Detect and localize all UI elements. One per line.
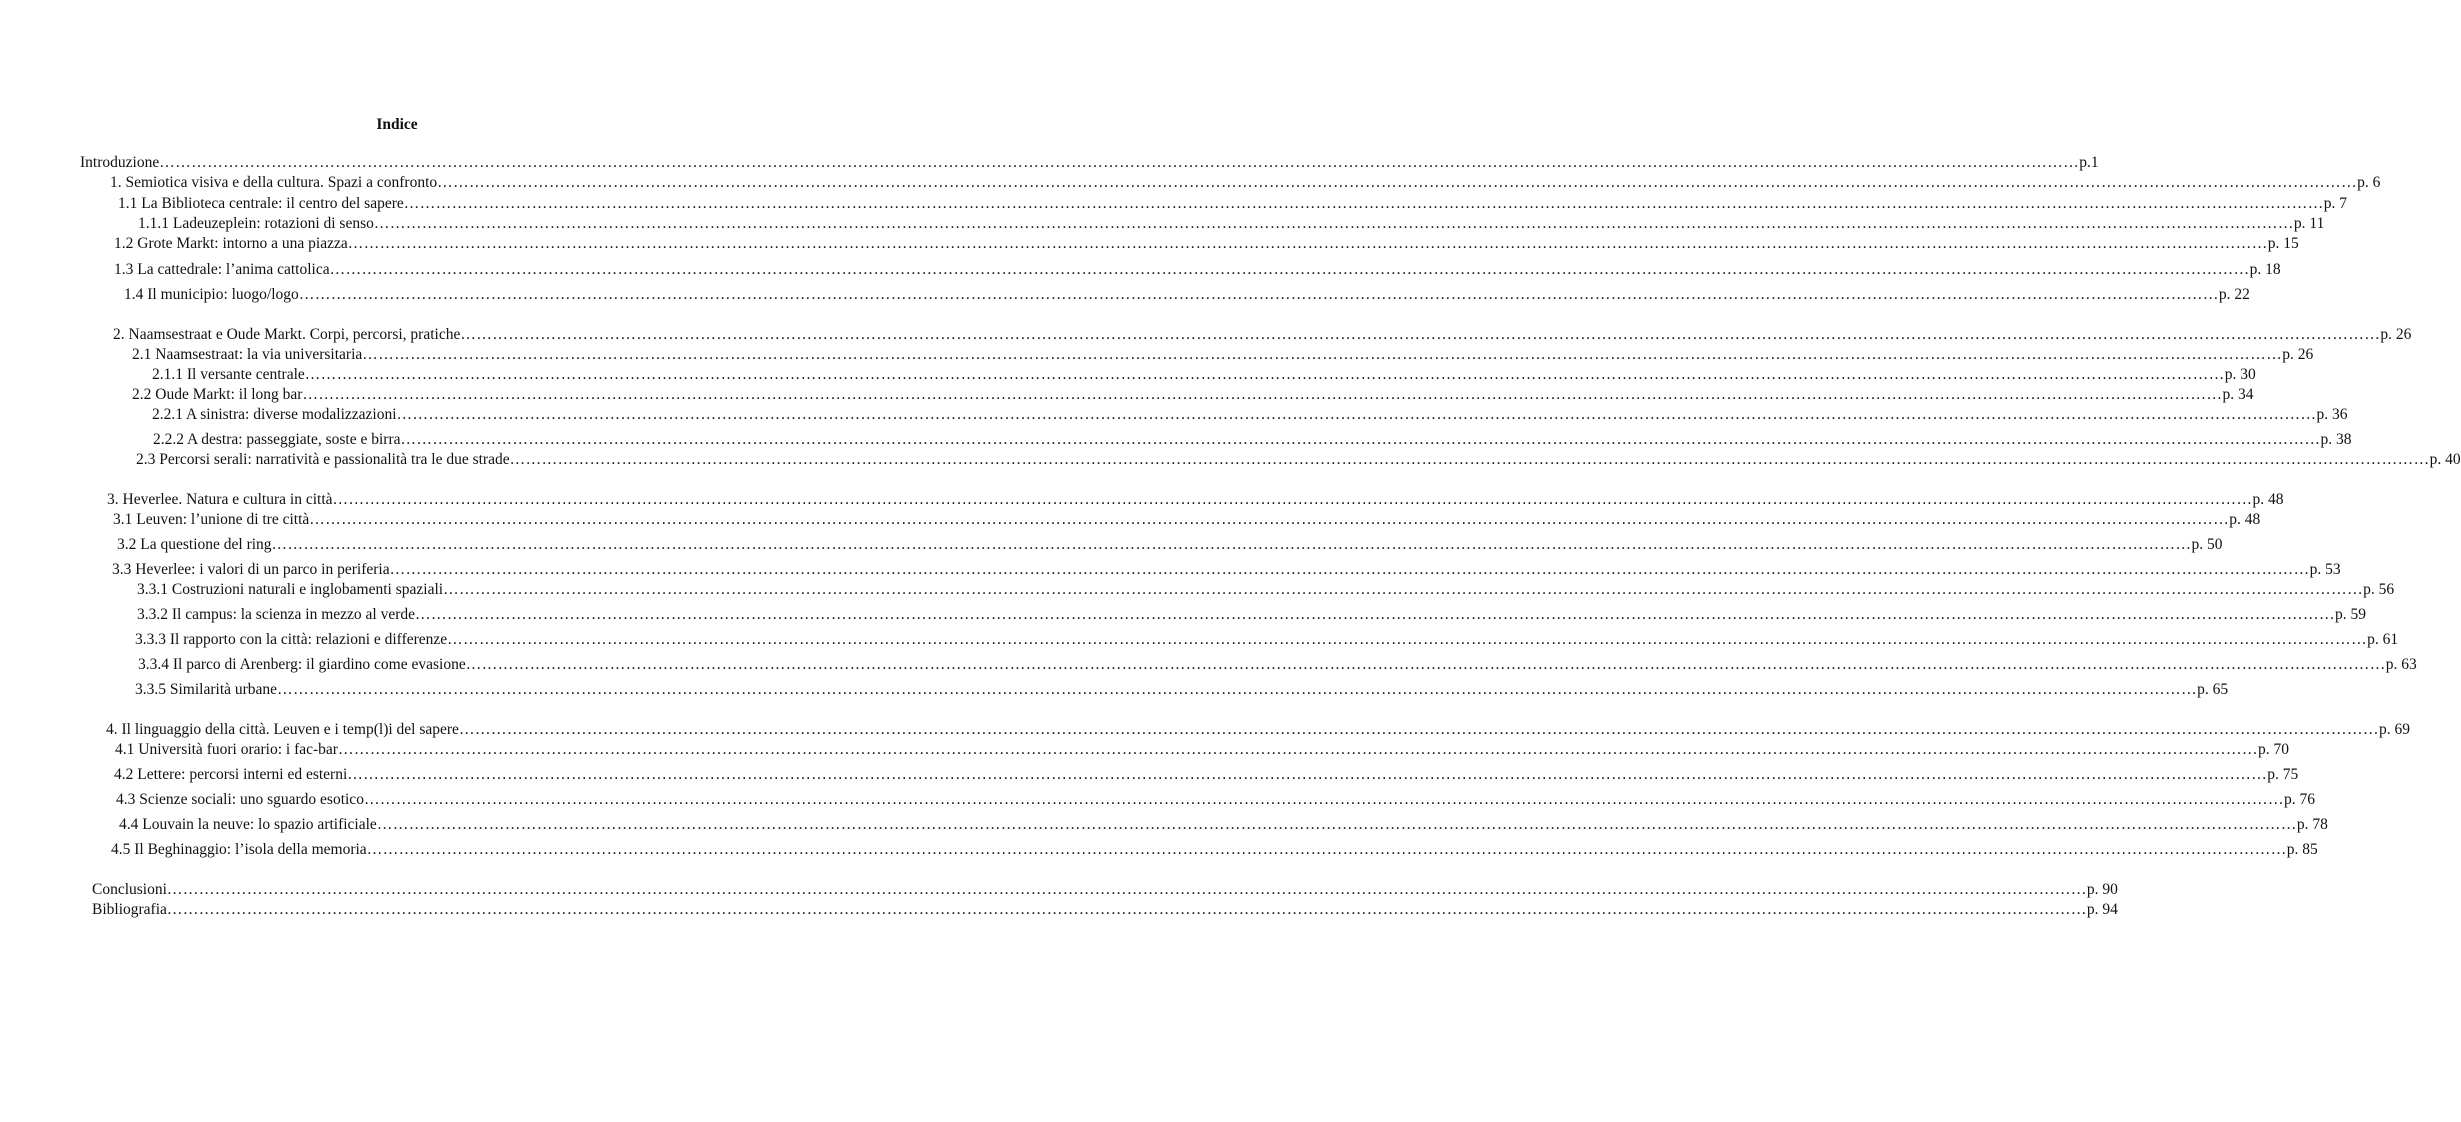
toc-entry: [110, 173, 2381, 193]
toc-entry: [119, 815, 2328, 835]
dot-leader: ………………………………………………………………………………………………………………………………………………………………………………………………………………………………………………………………………………………………………………………………: [465, 656, 2386, 673]
toc-entry: [135, 680, 2229, 700]
toc-entry: [138, 214, 2325, 234]
toc-entry-label: 3.3.1 Costruzioni naturali e inglobamenti spaziali: [137, 581, 444, 598]
toc-entry-page: p. 15: [2267, 235, 2299, 252]
toc-entry-page: p. 53: [2309, 561, 2341, 578]
dot-leader: ………………………………………………………………………………………………………………………………………………………………………………………………………………………………………………………………………………………………………………………………: [347, 766, 2268, 783]
toc-entry-page: p. 30: [2224, 366, 2256, 383]
toc-entry-label: 3.3.5 Similarità urbane: [135, 681, 278, 698]
dot-leader: ………………………………………………………………………………………………………………………………………………………………………………………………………………………………………………………………………………………………………………………………: [415, 606, 2336, 623]
toc-entry-label: 1.4 Il municipio: luogo/logo: [124, 286, 299, 303]
toc-entry-page: p. 61: [2367, 631, 2399, 648]
toc-entry-page: p. 94: [2086, 901, 2118, 918]
toc-entry-label: 1.1 La Biblioteca centrale: il centro del sapere: [118, 195, 404, 212]
toc-entry-page: p. 26: [2282, 346, 2314, 363]
toc-entry-label: 4.3 Scienze sociali: uno sguardo esotico: [116, 791, 364, 808]
toc-entry-page: p. 70: [2257, 741, 2289, 758]
dot-leader: ………………………………………………………………………………………………………………………………………………………………………………………………………………………………………………………………………………………………………………………………: [509, 451, 2430, 468]
toc-entry: [153, 430, 2352, 450]
toc-entry: [113, 325, 2412, 345]
toc-entry: [137, 580, 2395, 600]
toc-entry-label: 4.5 Il Beghinaggio: l’isola della memoria: [111, 841, 367, 858]
toc-entry: [114, 765, 2299, 785]
toc-entry-page: p. 59: [2335, 606, 2367, 623]
dot-leader: ………………………………………………………………………………………………………………………………………………………………………………………………………………………………………………………………………………………………………………………………: [166, 881, 2087, 898]
toc-entry: [152, 365, 2256, 385]
toc-entry-label: 4.2 Lettere: percorsi interni ed esterni: [114, 766, 348, 783]
toc-entry: [132, 345, 2314, 365]
toc-entry: [115, 740, 2289, 760]
dot-leader: ………………………………………………………………………………………………………………………………………………………………………………………………………………………………………………………………………………………………………………………………: [337, 741, 2258, 758]
toc-entry: [117, 535, 2223, 555]
toc-entry: [132, 385, 2254, 405]
toc-entry: [111, 840, 2318, 860]
toc-entry-label: Conclusioni: [92, 881, 167, 898]
dot-leader: ………………………………………………………………………………………………………………………………………………………………………………………………………………………………………………………………………………………………………………………………: [373, 215, 2294, 232]
toc-entry: [106, 720, 2410, 740]
toc-entry-label: 1.1.1 Ladeuzeplein: rotazioni di senso: [138, 215, 374, 232]
toc-entry: [92, 900, 2118, 920]
dot-leader: ………………………………………………………………………………………………………………………………………………………………………………………………………………………………………………………………………………………………………………………………: [309, 511, 2230, 528]
dot-leader: ………………………………………………………………………………………………………………………………………………………………………………………………………………………………………………………………………………………………………………………………: [443, 581, 2364, 598]
toc-entry: [116, 790, 2315, 810]
toc-entry: [152, 405, 2348, 425]
toc-entry-page: p. 65: [2197, 681, 2229, 698]
toc-entry-page: p. 7: [2323, 195, 2348, 212]
toc-entry-label: 3.3.2 Il campus: la scienza in mezzo al verde: [137, 606, 416, 623]
toc-entry-label: 2. Naamsestraat e Oude Markt. Corpi, percorsi, pratiche: [113, 326, 461, 343]
toc-entry-label: 2.1.1 Il versante centrale: [152, 366, 305, 383]
page-title: Indice: [376, 116, 418, 133]
toc-entry-label: 3.3.3 Il rapporto con la città: relazioni e differenze: [135, 631, 448, 648]
toc-entry-label: 2.2.1 A sinistra: diverse modalizzazioni: [152, 406, 397, 423]
toc-entry: [124, 285, 2250, 305]
toc-entry: [107, 490, 2284, 510]
toc-entry-page: p. 18: [2249, 261, 2281, 278]
toc-entry-label: 2.2 Oude Markt: il long bar: [132, 386, 303, 403]
dot-leader: ………………………………………………………………………………………………………………………………………………………………………………………………………………………………………………………………………………………………………………………………: [376, 816, 2297, 833]
toc-entry-page: p. 76: [2283, 791, 2315, 808]
toc-entry-page: p. 56: [2363, 581, 2395, 598]
toc-entry-page: p. 38: [2320, 431, 2352, 448]
dot-leader: ………………………………………………………………………………………………………………………………………………………………………………………………………………………………………………………………………………………………………………………………: [298, 286, 2219, 303]
toc-entry-label: 3.3.4 Il parco di Arenberg: il giardino come evasione: [138, 656, 466, 673]
toc-entry-page: p. 85: [2286, 841, 2318, 858]
toc-entry-page: p. 6: [2357, 174, 2381, 191]
toc-entry-label: 2.1 Naamsestraat: la via universitaria: [132, 346, 363, 363]
toc-entry-label: 4.4 Louvain la neuve: lo spazio artificiale: [119, 816, 377, 833]
dot-leader: ………………………………………………………………………………………………………………………………………………………………………………………………………………………………………………………………………………………………………………………………: [460, 326, 2381, 343]
toc-entry-label: Bibliografia: [92, 901, 167, 918]
dot-leader: ………………………………………………………………………………………………………………………………………………………………………………………………………………………………………………………………………………………………………………………………: [277, 681, 2198, 698]
toc-entry-label: 1.3 La cattedrale: l’anima cattolica: [114, 261, 330, 278]
toc-entry: [136, 450, 2461, 470]
toc-entry: [135, 630, 2399, 650]
dot-leader: ………………………………………………………………………………………………………………………………………………………………………………………………………………………………………………………………………………………………………………………………: [403, 195, 2324, 212]
toc-entry: [114, 260, 2281, 280]
toc-entry-label: 4. Il linguaggio della città. Leuven e i temp(l)i del sapere: [106, 721, 459, 738]
toc-entry-page: p. 40: [2429, 451, 2461, 468]
dot-leader: ………………………………………………………………………………………………………………………………………………………………………………………………………………………………………………………………………………………………………………………………: [396, 406, 2317, 423]
toc-entry-page: p. 36: [2316, 406, 2348, 423]
toc-entry-label: 3.3 Heverlee: i valori di un parco in periferia: [112, 561, 390, 578]
toc-entry-page: p. 22: [2218, 286, 2250, 303]
toc-entry-page: p. 69: [2378, 721, 2410, 738]
toc-entry-page: p. 48: [2229, 511, 2261, 528]
dot-leader: ………………………………………………………………………………………………………………………………………………………………………………………………………………………………………………………………………………………………………………………………: [400, 431, 2321, 448]
toc-entry-label: 1. Semiotica visiva e della cultura. Spazi a confronto: [110, 174, 438, 191]
toc-entry-page: p.1: [2079, 154, 2099, 171]
toc-entry-label: 3.2 La questione del ring: [117, 536, 272, 553]
toc-entry-page: p. 63: [2385, 656, 2417, 673]
toc-entry-page: p. 11: [2293, 215, 2325, 232]
toc-entry-label: 2.3 Percorsi serali: narratività e passionalità tra le due strade: [136, 451, 510, 468]
dot-leader: ………………………………………………………………………………………………………………………………………………………………………………………………………………………………………………………………………………………………………………………………: [159, 154, 2080, 171]
dot-leader: ………………………………………………………………………………………………………………………………………………………………………………………………………………………………………………………………………………………………………………………………: [329, 261, 2250, 278]
dot-leader: ………………………………………………………………………………………………………………………………………………………………………………………………………………………………………………………………………………………………………………………………: [302, 386, 2223, 403]
dot-leader: ………………………………………………………………………………………………………………………………………………………………………………………………………………………………………………………………………………………………………………………………: [304, 366, 2225, 383]
toc-entry: [118, 194, 2348, 214]
dot-leader: ………………………………………………………………………………………………………………………………………………………………………………………………………………………………………………………………………………………………………………………………: [363, 791, 2284, 808]
toc-entry-page: p. 34: [2222, 386, 2254, 403]
dot-leader: ………………………………………………………………………………………………………………………………………………………………………………………………………………………………………………………………………………………………………………………………: [347, 235, 2268, 252]
toc-entry-page: p. 75: [2267, 766, 2299, 783]
toc-entry: [80, 153, 2099, 173]
toc-entry-page: p. 90: [2086, 881, 2118, 898]
toc-entry-label: 3.1 Leuven: l’unione di tre città: [113, 511, 310, 528]
toc-entry: [112, 560, 2341, 580]
dot-leader: ………………………………………………………………………………………………………………………………………………………………………………………………………………………………………………………………………………………………………………………………: [389, 561, 2310, 578]
toc-entry: [113, 510, 2261, 530]
toc-entry-label: 3. Heverlee. Natura e cultura in città: [107, 491, 333, 508]
dot-leader: ………………………………………………………………………………………………………………………………………………………………………………………………………………………………………………………………………………………………………………………………: [366, 841, 2287, 858]
toc-entry-page: p. 50: [2191, 536, 2223, 553]
toc-entry-page: p. 78: [2296, 816, 2328, 833]
toc-entry-label: 1.2 Grote Markt: intorno a una piazza: [114, 235, 348, 252]
dot-leader: ………………………………………………………………………………………………………………………………………………………………………………………………………………………………………………………………………………………………………………………………: [166, 901, 2087, 918]
dot-leader: ………………………………………………………………………………………………………………………………………………………………………………………………………………………………………………………………………………………………………………………………: [271, 536, 2192, 553]
toc-entry: [137, 605, 2367, 625]
toc-entry-label: 2.2.2 A destra: passeggiate, soste e birra: [153, 431, 401, 448]
dot-leader: ………………………………………………………………………………………………………………………………………………………………………………………………………………………………………………………………………………………………………………………………: [458, 721, 2379, 738]
toc-entry-page: p. 48: [2252, 491, 2284, 508]
toc-entry-label: Introduzione: [80, 154, 160, 171]
dot-leader: ………………………………………………………………………………………………………………………………………………………………………………………………………………………………………………………………………………………………………………………………: [437, 174, 2358, 191]
dot-leader: ………………………………………………………………………………………………………………………………………………………………………………………………………………………………………………………………………………………………………………………………: [362, 346, 2283, 363]
dot-leader: ………………………………………………………………………………………………………………………………………………………………………………………………………………………………………………………………………………………………………………………………: [332, 491, 2253, 508]
toc-entry-page: p. 26: [2380, 326, 2412, 343]
toc-entry: [92, 880, 2118, 900]
toc-entry: [138, 655, 2417, 675]
dot-leader: ………………………………………………………………………………………………………………………………………………………………………………………………………………………………………………………………………………………………………………………………: [447, 631, 2368, 648]
toc-entry-label: 4.1 Università fuori orario: i fac-bar: [115, 741, 338, 758]
toc-entry: [114, 234, 2299, 254]
